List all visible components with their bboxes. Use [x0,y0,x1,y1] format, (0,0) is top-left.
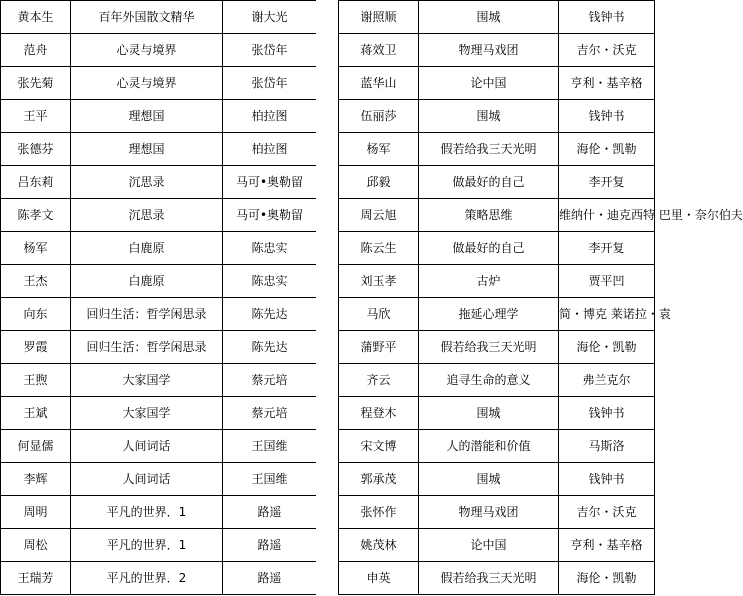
author-cell[interactable]: 马斯洛 [559,430,655,463]
reader-name-cell[interactable]: 郭承茂 [339,463,419,496]
author-cell[interactable]: 谢大光 [223,1,317,34]
reader-name-cell[interactable]: 张先菊 [1,67,71,100]
table-row [339,265,655,298]
reader-name-cell[interactable]: 王平 [1,100,71,133]
reader-name-cell[interactable]: 谢照顺 [339,1,419,34]
table-row [1,397,317,430]
book-title-cell[interactable]: 拖延心理学 [419,298,559,331]
table-row [1,133,317,166]
book-title-cell[interactable]: 假若给我三天光明 [419,562,559,595]
author-cell[interactable]: 钱钟书 [559,463,655,496]
book-title-cell[interactable]: 平凡的世界．2 [71,562,223,595]
table-row [339,133,655,166]
author-cell[interactable]: 海伦・凯勒 [559,331,655,364]
author-cell[interactable]: 李开复 [559,166,655,199]
reader-name-cell[interactable]: 马欣 [339,298,419,331]
reader-name-cell[interactable]: 黄本生 [1,1,71,34]
author-cell[interactable]: 钱钟书 [559,397,655,430]
book-title-cell[interactable]: 心灵与境界 [71,67,223,100]
author-cell[interactable]: 钱钟书 [559,100,655,133]
table-row [339,1,655,34]
author-cell[interactable]: 马可•奥勒留 [223,166,317,199]
author-cell[interactable]: 亨利・基辛格 [559,67,655,100]
reader-name-cell[interactable]: 邱毅 [339,166,419,199]
author-cell[interactable]: 李开复 [559,232,655,265]
reader-name-cell[interactable]: 向东 [1,298,71,331]
table-row [1,298,317,331]
reader-name-cell[interactable]: 何显儒 [1,430,71,463]
author-cell[interactable]: 陈先达 [223,331,317,364]
book-title-cell[interactable]: 围城 [419,397,559,430]
table-row [1,265,317,298]
table-row [339,34,655,67]
book-title-cell[interactable]: 回归生活：哲学闲思录 [71,298,223,331]
book-title-cell[interactable]: 大家国学 [71,397,223,430]
book-title-cell[interactable]: 回归生活：哲学闲思录 [71,331,223,364]
book-title-cell[interactable]: 平凡的世界．1 [71,496,223,529]
author-cell[interactable]: 亨利・基辛格 [559,529,655,562]
reader-name-cell[interactable]: 王斌 [1,397,71,430]
author-cell[interactable]: 陈先达 [223,298,317,331]
reader-name-cell[interactable]: 陈孝文 [1,199,71,232]
column-gap [316,0,338,596]
author-cell[interactable]: 海伦・凯勒 [559,133,655,166]
reader-name-cell[interactable]: 周明 [1,496,71,529]
table-row [1,34,317,67]
reader-name-cell[interactable]: 申英 [339,562,419,595]
table-row [339,199,655,232]
table-row [339,496,655,529]
author-cell[interactable]: 张岱年 [223,67,317,100]
table-row [1,430,317,463]
book-title-cell[interactable]: 假若给我三天光明 [419,133,559,166]
table-row [1,463,317,496]
book-title-cell[interactable]: 理想国 [71,133,223,166]
table-row [1,331,317,364]
table-row [1,166,317,199]
reader-name-cell[interactable]: 罗霞 [1,331,71,364]
author-cell[interactable]: 钱钟书 [559,1,655,34]
book-title-cell[interactable]: 白鹿原 [71,265,223,298]
table-row [1,67,317,100]
book-title-cell[interactable]: 围城 [419,463,559,496]
reader-name-cell[interactable]: 宋文博 [339,430,419,463]
reading-list-table-left [0,0,317,595]
table-row [339,430,655,463]
author-cell[interactable]: 维纳什・迪克西特 巴里・奈尔伯夫 [559,199,655,232]
book-title-cell[interactable]: 沉思录 [71,166,223,199]
author-cell[interactable]: 王国维 [223,430,317,463]
author-cell[interactable]: 柏拉图 [223,133,317,166]
reader-name-cell[interactable]: 齐云 [339,364,419,397]
table-row [1,100,317,133]
reader-name-cell[interactable]: 姚茂林 [339,529,419,562]
author-cell[interactable]: 陈忠实 [223,232,317,265]
book-title-cell[interactable]: 假若给我三天光明 [419,331,559,364]
book-title-cell[interactable]: 人间词话 [71,463,223,496]
author-cell[interactable]: 张岱年 [223,34,317,67]
author-cell[interactable]: 吉尔・沃克 [559,496,655,529]
book-title-cell[interactable]: 论中国 [419,67,559,100]
reader-name-cell[interactable]: 周云旭 [339,199,419,232]
reader-name-cell[interactable]: 范舟 [1,34,71,67]
reader-name-cell[interactable]: 陈云生 [339,232,419,265]
author-cell[interactable]: 吉尔・沃克 [559,34,655,67]
table-row [1,1,317,34]
reader-name-cell[interactable]: 程登木 [339,397,419,430]
book-title-cell[interactable]: 围城 [419,1,559,34]
reader-name-cell[interactable]: 李辉 [1,463,71,496]
reader-name-cell[interactable]: 伍丽莎 [339,100,419,133]
table-row [339,529,655,562]
author-cell[interactable]: 路遥 [223,562,317,595]
table-row [339,67,655,100]
book-title-cell[interactable]: 物理马戏团 [419,496,559,529]
book-title-cell[interactable]: 平凡的世界．1 [71,529,223,562]
reader-name-cell[interactable]: 张德芬 [1,133,71,166]
table-row [339,562,655,595]
table-row [1,562,317,595]
author-cell[interactable]: 路遥 [223,529,317,562]
book-title-cell[interactable]: 围城 [419,100,559,133]
reader-name-cell[interactable]: 蓝华山 [339,67,419,100]
book-title-cell[interactable]: 人间词话 [71,430,223,463]
book-title-cell[interactable]: 做最好的自己 [419,166,559,199]
book-title-cell[interactable]: 百年外国散文精华 [71,1,223,34]
book-title-cell[interactable]: 物理马戏团 [419,34,559,67]
author-cell[interactable]: 王国维 [223,463,317,496]
reader-name-cell[interactable]: 蒋效卫 [339,34,419,67]
book-title-cell[interactable]: 策略思维 [419,199,559,232]
reader-name-cell[interactable]: 王煦 [1,364,71,397]
reader-name-cell[interactable]: 周松 [1,529,71,562]
author-cell[interactable]: 弗兰克尔 [559,364,655,397]
author-cell[interactable]: 柏拉图 [223,100,317,133]
reader-name-cell[interactable]: 吕东莉 [1,166,71,199]
table-row [1,232,317,265]
reader-name-cell[interactable]: 杨军 [1,232,71,265]
reader-name-cell[interactable]: 杨军 [339,133,419,166]
book-title-cell[interactable]: 白鹿原 [71,232,223,265]
table-row [339,298,655,331]
table-row [339,331,655,364]
author-cell[interactable]: 蔡元培 [223,364,317,397]
table-row [339,100,655,133]
table-row [339,166,655,199]
author-cell[interactable]: 贾平凹 [559,265,655,298]
table-row [339,364,655,397]
table-row [339,463,655,496]
author-cell[interactable]: 路遥 [223,496,317,529]
author-cell[interactable]: 马可•奥勒留 [223,199,317,232]
table-row [339,397,655,430]
reader-name-cell[interactable]: 张怀作 [339,496,419,529]
book-title-cell[interactable]: 人的潜能和价值 [419,430,559,463]
author-cell[interactable]: 简・博克 莱诺拉・袁 [559,298,655,331]
table-row [1,529,317,562]
reader-name-cell[interactable]: 王瑞芳 [1,562,71,595]
reading-list-table-right [338,0,743,595]
book-title-cell[interactable]: 论中国 [419,529,559,562]
author-cell[interactable]: 陈忠实 [223,265,317,298]
book-title-cell[interactable]: 理想国 [71,100,223,133]
reader-name-cell[interactable]: 蒲野平 [339,331,419,364]
author-cell[interactable]: 蔡元培 [223,397,317,430]
book-title-cell[interactable]: 心灵与境界 [71,34,223,67]
table-row [1,199,317,232]
book-title-cell[interactable]: 沉思录 [71,199,223,232]
book-title-cell[interactable]: 古炉 [419,265,559,298]
book-title-cell[interactable]: 追寻生命的意义 [419,364,559,397]
reader-name-cell[interactable]: 刘玉孝 [339,265,419,298]
book-title-cell[interactable]: 做最好的自己 [419,232,559,265]
author-cell[interactable]: 海伦・凯勒 [559,562,655,595]
table-row [1,496,317,529]
table-row [339,232,655,265]
reader-name-cell[interactable]: 王杰 [1,265,71,298]
table-row [1,364,317,397]
book-title-cell[interactable]: 大家国学 [71,364,223,397]
